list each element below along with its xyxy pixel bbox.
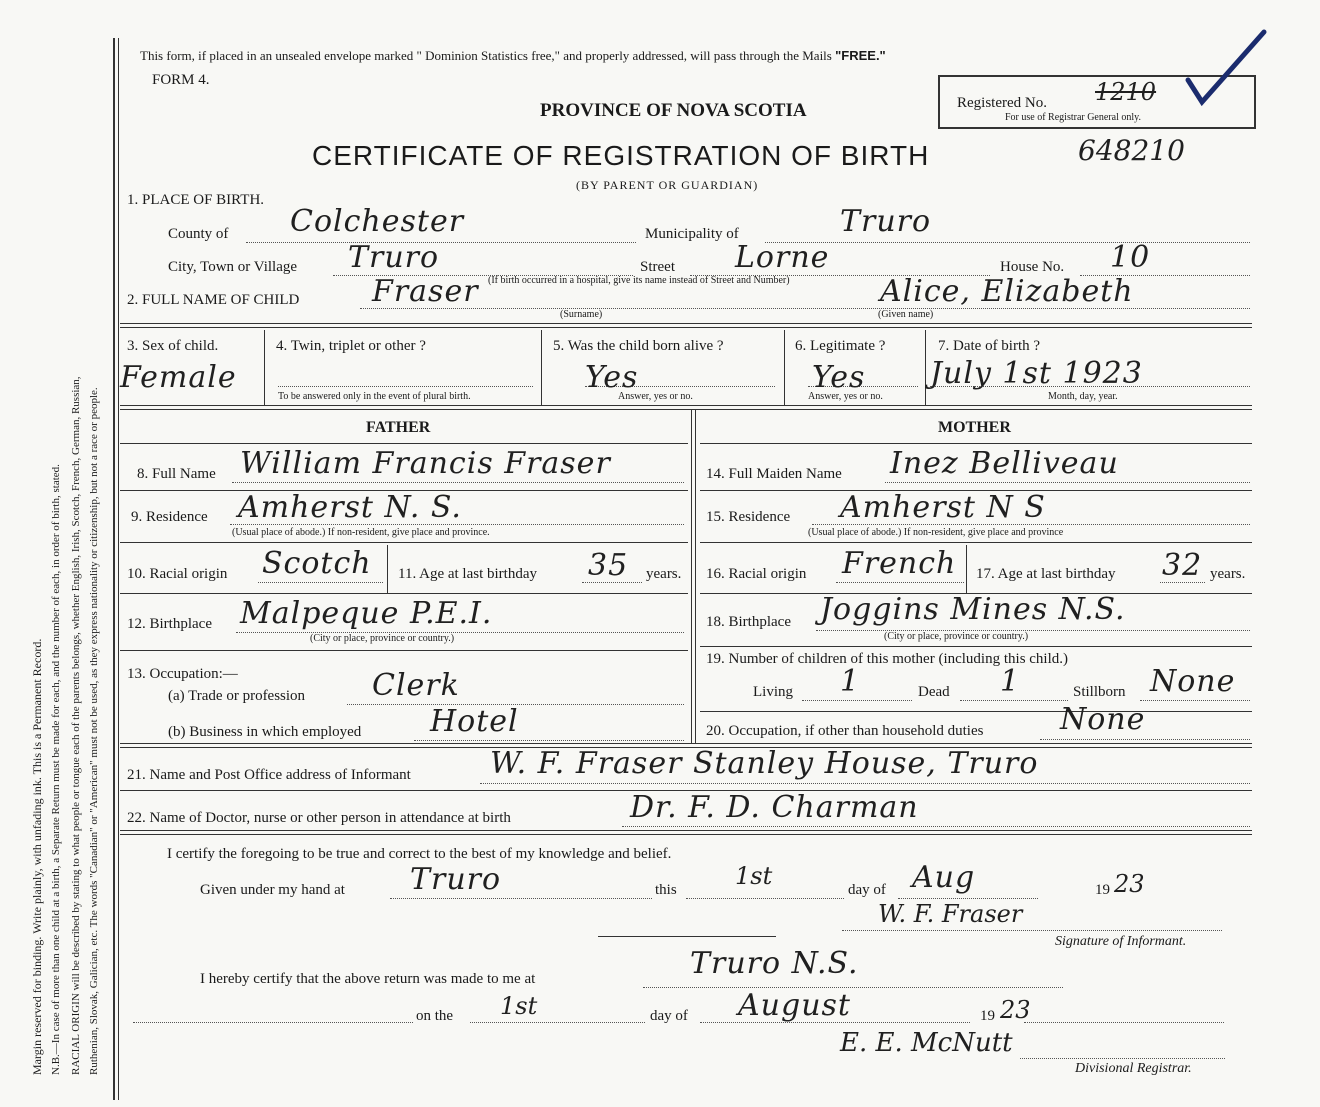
- legitimate-label: 6. Legitimate ?: [795, 338, 886, 354]
- form-number: FORM 4.: [152, 72, 210, 88]
- margin-rule-inner: [118, 38, 119, 1100]
- mother-birthplace-note: (City or place, province or country.): [884, 631, 1029, 642]
- dead-value: 1: [1000, 664, 1021, 699]
- twin-note: To be answered only in the event of plural birth.: [278, 391, 471, 402]
- province-heading: PROVINCE OF NOVA SCOTIA: [540, 100, 807, 121]
- street-label: Street: [640, 259, 675, 275]
- father-birthplace-label: 12. Birthplace: [127, 616, 212, 632]
- hospital-note: (If birth occurred in a hospital, give its name instead of Street and Number): [488, 275, 790, 286]
- legitimate-note: Answer, yes or no.: [808, 391, 883, 402]
- sex-value: Female: [120, 360, 237, 395]
- dead-label: Dead: [918, 684, 950, 700]
- mother-age-unit: years.: [1210, 566, 1246, 582]
- father-residence-label: 9. Residence: [131, 509, 208, 525]
- living-label: Living: [753, 684, 793, 700]
- father-name: William Francis Fraser: [240, 446, 611, 481]
- certify-statement: I certify the foregoing to be true and correct to the best of my knowledge and belief.: [167, 846, 672, 862]
- this-label: this: [655, 882, 677, 898]
- children-count-label: 19. Number of children of this mother (including this child.): [706, 651, 1069, 667]
- registrar-caption: Divisional Registrar.: [1075, 1061, 1192, 1076]
- father-birthplace: Malpeque P.E.I.: [240, 596, 493, 631]
- check-mark-icon: [1180, 28, 1270, 108]
- day-of-label: day of: [848, 882, 886, 898]
- county-label: County of: [168, 226, 229, 242]
- registrar-statement: I hereby certify that the above return was made to me at: [200, 971, 536, 987]
- alive-label: 5. Was the child born alive ?: [553, 338, 724, 354]
- informant-label: 21. Name and Post Office address of Informant: [127, 767, 411, 783]
- registrar-signature: E. E. McNutt: [840, 1028, 1013, 1058]
- registrar-day: 1st: [500, 992, 538, 1020]
- surname-caption: (Surname): [560, 309, 603, 320]
- doctor-value: Dr. F. D. Charman: [630, 790, 919, 825]
- informant-signature: W. F. Fraser: [878, 900, 1023, 928]
- margin-rule: [113, 38, 115, 1100]
- margin-note-2: N.B.—In case of more than one child at a birth, a Separate Return must be made for each, and the number of each, in order of birth, stated.: [50, 464, 62, 1075]
- father-residence-note: (Usual place of abode.) If non-resident, give place and province.: [232, 527, 490, 538]
- father-residence: Amherst N. S.: [238, 490, 462, 525]
- child-given-name: Alice, Elizabeth: [880, 274, 1134, 309]
- city-label: City, Town or Village: [168, 259, 298, 275]
- father-name-label: 8. Full Name: [137, 466, 216, 482]
- trade-value: Clerk: [372, 668, 460, 703]
- place-of-birth-label: 1. PLACE OF BIRTH.: [127, 192, 265, 208]
- city-value: Truro: [348, 240, 440, 275]
- divider: [120, 323, 1252, 328]
- dob-value: July 1st 1923: [930, 356, 1143, 391]
- mail-notice: This form, if placed in an unsealed envelope marked " Dominion Statistics free," and properly addressed, will pass through the Mails "FREE.": [140, 48, 886, 63]
- handwritten-registration-number: 648210: [1078, 134, 1185, 167]
- given-label: Given under my hand at: [200, 882, 345, 898]
- given-place: Truro: [410, 862, 502, 897]
- street-value: Lorne: [735, 240, 830, 275]
- dob-label: 7. Date of birth ?: [938, 338, 1041, 354]
- mother-residence: Amherst N S: [840, 490, 1046, 525]
- mother-residence-label: 15. Residence: [706, 509, 791, 525]
- margin-note-1: Margin reserved for binding. Write plainly, with unfading ink. This is a Permanent Record.: [30, 638, 44, 1075]
- living-value: 1: [840, 664, 861, 699]
- mother-occupation: None: [1060, 702, 1146, 737]
- registered-struck-number: 1210: [1095, 78, 1157, 106]
- house-value: 10: [1110, 240, 1151, 275]
- mother-race: French: [842, 546, 957, 581]
- registrar-day-of-label: day of: [650, 1008, 688, 1024]
- mother-name-label: 14. Full Maiden Name: [706, 466, 842, 482]
- registrar-year-prefix: 19: [980, 1008, 995, 1024]
- informant-value: W. F. Fraser Stanley House, Truro: [490, 746, 1039, 781]
- father-race: Scotch: [262, 546, 372, 581]
- given-month: Aug: [912, 860, 976, 895]
- mother-residence-note: (Usual place of abode.) If non-resident, give place and province: [808, 527, 1064, 538]
- business-value: Hotel: [430, 704, 519, 739]
- mother-heading: MOTHER: [938, 419, 1011, 436]
- child-name-label: 2. FULL NAME OF CHILD: [127, 292, 300, 308]
- mother-age: 32: [1162, 548, 1203, 583]
- given-name-caption: (Given name): [878, 309, 934, 320]
- registrar-month: August: [738, 988, 851, 1023]
- mother-race-label: 16. Racial origin: [706, 566, 807, 582]
- on-the-label: on the: [416, 1008, 454, 1024]
- child-surname: Fraser: [372, 274, 479, 309]
- sex-label: 3. Sex of child.: [127, 338, 219, 354]
- dob-note: Month, day, year.: [1048, 391, 1118, 402]
- mother-birthplace-label: 18. Birthplace: [706, 614, 791, 630]
- occupation-label: 13. Occupation:—: [127, 666, 238, 682]
- registrar-year: 23: [1000, 996, 1031, 1024]
- business-label: (b) Business in which employed: [168, 724, 362, 740]
- father-age-unit: years.: [646, 566, 682, 582]
- mother-occupation-label: 20. Occupation, if other than household duties: [706, 723, 984, 739]
- registered-note: For use of Registrar General only.: [1005, 112, 1141, 123]
- father-race-label: 10. Racial origin: [127, 566, 228, 582]
- given-year: 23: [1114, 870, 1145, 898]
- house-label: House No.: [1000, 259, 1065, 275]
- certificate-title: CERTIFICATE OF REGISTRATION OF BIRTH: [312, 140, 930, 171]
- divider: [120, 405, 1252, 410]
- given-day: 1st: [735, 862, 773, 890]
- registrar-place: Truro N.S.: [690, 946, 859, 981]
- margin-note-4: Ruthenian, Slovak, Galician, etc. The words "Canadian" or "American" must not be used, as they express nationality or citizenship, but not a race or people.: [88, 387, 100, 1075]
- father-age: 35: [588, 548, 629, 583]
- father-birthplace-note: (City or place, province or country.): [310, 633, 455, 644]
- municipality-label: Municipality of: [645, 226, 739, 242]
- trade-label: (a) Trade or profession: [168, 688, 306, 704]
- divider: [120, 830, 1252, 835]
- county-value: Colchester: [290, 204, 465, 239]
- certificate-subtitle: (BY PARENT OR GUARDIAN): [576, 178, 759, 192]
- signature-caption: Signature of Informant.: [1055, 934, 1187, 949]
- stillborn-value: None: [1150, 664, 1236, 699]
- alive-value: Yes: [585, 360, 639, 395]
- mother-age-label: 17. Age at last birthday: [976, 566, 1116, 582]
- margin-note-3: RACIAL ORIGIN will be described by stating to what people or tongue each of the parents belongs, whether English, Irish, Scotch, French, German, Russian,: [70, 376, 82, 1075]
- twin-label: 4. Twin, triplet or other ?: [276, 338, 426, 354]
- stillborn-label: Stillborn: [1073, 684, 1126, 700]
- mother-name: Inez Belliveau: [890, 446, 1119, 481]
- father-age-label: 11. Age at last birthday: [398, 566, 537, 582]
- legitimate-value: Yes: [812, 360, 866, 395]
- alive-note: Answer, yes or no.: [618, 391, 693, 402]
- mother-birthplace: Joggins Mines N.S.: [820, 592, 1126, 627]
- father-heading: FATHER: [366, 419, 431, 436]
- doctor-label: 22. Name of Doctor, nurse or other person in attendance at birth: [127, 810, 511, 826]
- municipality-value: Truro: [840, 204, 932, 239]
- registered-label: Registered No.: [957, 95, 1047, 111]
- given-year-prefix: 19: [1095, 882, 1110, 898]
